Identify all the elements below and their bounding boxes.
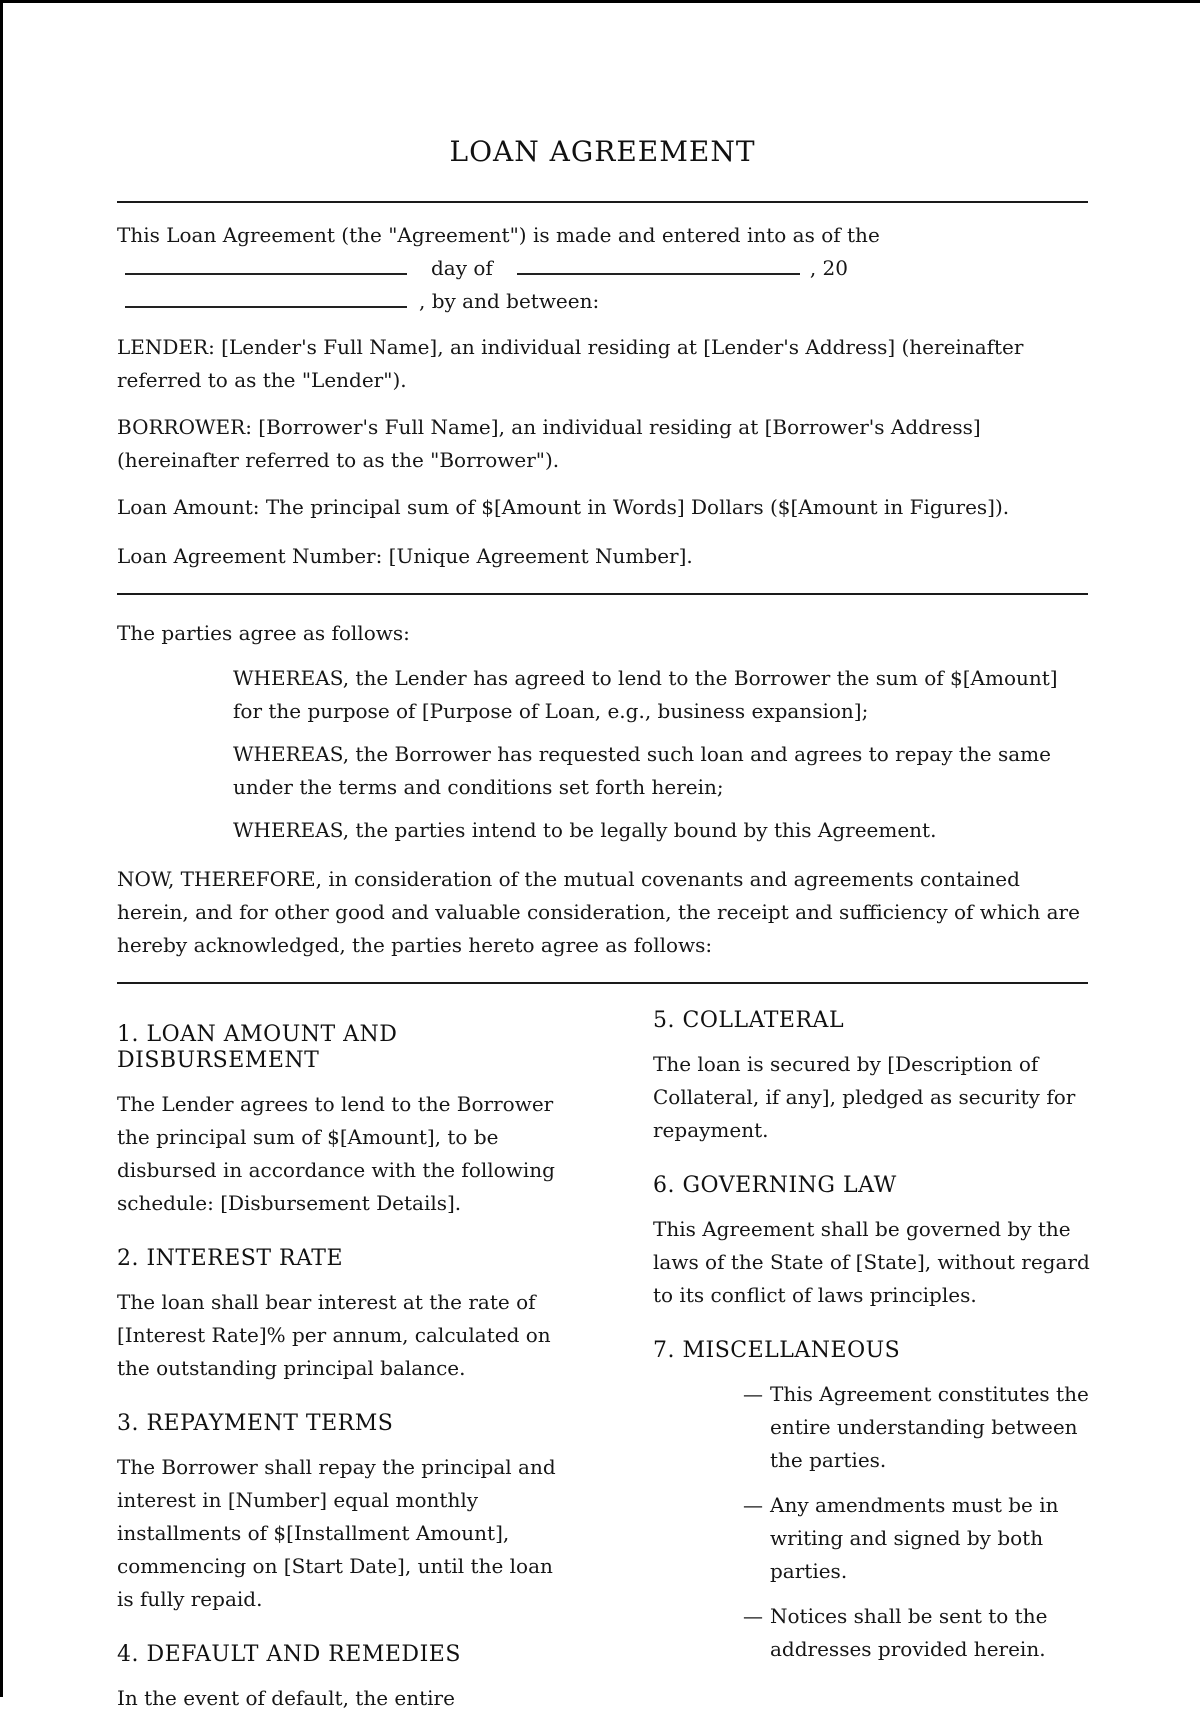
section-3-body: The Borrower shall repay the principal and interest in [Number] equal monthly installments of $[Installment Amount], commencing on [Start Date], until the loan is fully repaid. — [117, 1455, 556, 1611]
date-fill-row — [117, 252, 1088, 285]
section-2-body: The loan shall bear interest at the rate of [Interest Rate]% per annum, calculated on the outstanding principal balance. — [117, 1290, 551, 1380]
section-6-heading: 6. GOVERNING LAW — [653, 1173, 897, 1198]
section-interest-rate — [117, 1246, 557, 1385]
horizontal-rule-top — [117, 201, 1088, 203]
section-4-body: In the event of default, the entire — [117, 1686, 455, 1710]
list-item — [653, 1378, 1093, 1477]
year-prefix-label: , 20 — [809, 256, 848, 280]
month-blank-line — [517, 255, 800, 275]
horizontal-rule-sections — [117, 982, 1088, 984]
day-of-label: day of — [431, 256, 493, 280]
section-1-heading: 1. LOAN AMOUNT AND DISBURSEMENT — [117, 1022, 398, 1073]
borrower-paragraph: BORROWER: [Borrower's Full Name], an individual residing at [Borrower's Address] (hereinafter referred to as the "Borrower"). — [117, 415, 981, 472]
two-column-section — [117, 1008, 1088, 1715]
lender-paragraph: LENDER: [Lender's Full Name], an individual residing at [Lender's Address] (hereinafter referred to as the "Lender"). — [117, 335, 1024, 392]
horizontal-rule-middle — [117, 593, 1088, 595]
section-repayment-terms — [117, 1411, 557, 1616]
now-therefore-paragraph: NOW, THEREFORE, in consideration of the mutual covenants and agreements contained herein, and for other good and valuable consideration, the receipt and sufficiency of which are hereby acknowledged, the parties hereto agree as follows: — [117, 867, 1080, 957]
bullet-text: This Agreement constitutes the entire understanding between the parties. — [770, 1382, 1089, 1472]
section-collateral — [653, 1008, 1093, 1147]
section-3-heading: 3. REPAYMENT TERMS — [117, 1411, 394, 1436]
whereas-clause-1: WHEREAS, the Lender has agreed to lend to the Borrower the sum of $[Amount] for the purpose of [Purpose of Loan, e.g., business expansion]; — [233, 666, 1058, 723]
section-7-heading: 7. MISCELLANEOUS — [653, 1338, 901, 1363]
section-miscellaneous — [653, 1338, 1093, 1666]
list-item — [653, 1489, 1093, 1588]
dash-bullet-icon: — — [743, 1604, 763, 1628]
section-governing-law — [653, 1173, 1093, 1312]
left-column — [117, 1008, 557, 1715]
by-and-between-label: , by and between: — [419, 289, 600, 313]
list-item — [653, 1600, 1093, 1666]
whereas-clause-3: WHEREAS, the parties intend to be legally bound by this Agreement. — [233, 818, 937, 842]
day-blank-line — [125, 255, 407, 275]
section-6-body: This Agreement shall be governed by the laws of the State of [State], without regard to its conflict of laws principles. — [653, 1217, 1090, 1307]
section-loan-amount-disbursement — [117, 1022, 557, 1220]
bullet-text: Any amendments must be in writing and signed by both parties. — [770, 1493, 1059, 1583]
miscellaneous-bullet-list — [653, 1378, 1093, 1666]
bullet-text: Notices shall be sent to the addresses provided herein. — [770, 1604, 1048, 1661]
section-2-heading: 2. INTEREST RATE — [117, 1246, 344, 1271]
whereas-clause-2: WHEREAS, the Borrower has requested such loan and agrees to repay the same under the terms and conditions set forth herein; — [233, 742, 1051, 799]
loan-amount-line: Loan Amount: The principal sum of $[Amount in Words] Dollars ($[Amount in Figures]). — [117, 495, 1010, 519]
intro-paragraph: This Loan Agreement (the "Agreement") is made and entered into as of the — [117, 223, 880, 247]
document-title: LOAN AGREEMENT — [449, 135, 756, 168]
year-fill-row — [117, 285, 1088, 318]
section-default-remedies — [117, 1642, 557, 1715]
right-column — [653, 1008, 1093, 1715]
dash-bullet-icon: — — [743, 1493, 763, 1517]
parties-agree-line: The parties agree as follows: — [117, 621, 410, 645]
section-5-body: The loan is secured by [Description of Collateral, if any], pledged as security for repayment. — [653, 1052, 1076, 1142]
dash-bullet-icon: — — [743, 1382, 763, 1406]
section-4-heading: 4. DEFAULT AND REMEDIES — [117, 1642, 461, 1667]
section-5-heading: 5. COLLATERAL — [653, 1008, 845, 1033]
loan-agreement-number-line: Loan Agreement Number: [Unique Agreement Number]. — [117, 544, 693, 568]
year-blank-line — [125, 288, 407, 308]
section-1-body: The Lender agrees to lend to the Borrower the principal sum of $[Amount], to be disbursed in accordance with the following schedule: [Disbursement Details]. — [117, 1092, 555, 1215]
